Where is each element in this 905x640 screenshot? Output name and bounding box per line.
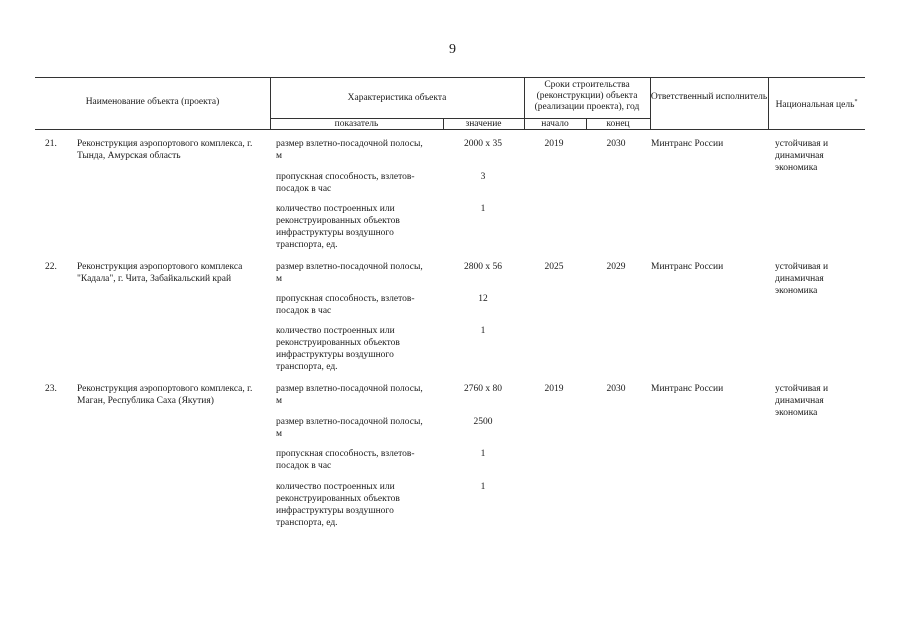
- indicator-value: 1: [480, 326, 486, 336]
- indicator-label: количество построенных или реконструированных объектов инфраструктуры воздушного транспорта, ед.: [276, 204, 400, 250]
- header-end: конец: [606, 119, 630, 129]
- executor: Минтранс России: [651, 139, 724, 149]
- row-number: 21.: [45, 139, 57, 149]
- indicator-label: пропускная способность, взлетов-посадок в час: [276, 449, 415, 471]
- start-year: 2025: [544, 262, 564, 272]
- header-goal: Национальная цель*: [775, 99, 858, 111]
- executor: Минтранс России: [651, 384, 724, 394]
- row-number: 22.: [45, 262, 57, 272]
- header-terms: Сроки строительства (реконструкции) объекта (реализации проекта), год: [534, 80, 640, 112]
- header-executor: Ответственный исполнитель: [650, 92, 768, 102]
- start-year: 2019: [544, 139, 564, 149]
- executor: Минтранс России: [651, 262, 724, 272]
- indicator-value: 2500: [473, 417, 493, 427]
- indicator-value: 2800 x 56: [464, 262, 502, 272]
- indicator-label: количество построенных или реконструированных объектов инфраструктуры воздушного транспорта, ед.: [276, 326, 400, 372]
- object-name: Реконструкция аэропортового комплекса "Кадала", г. Чита, Забайкальский край: [77, 262, 243, 284]
- header-indicator: показатель: [334, 119, 379, 129]
- indicator-label: количество построенных или реконструированных объектов инфраструктуры воздушного транспорта, ед.: [276, 482, 400, 528]
- start-year: 2019: [544, 384, 564, 394]
- page-number: 9: [449, 42, 456, 57]
- end-year: 2029: [606, 262, 626, 272]
- indicator-value: 1: [480, 449, 486, 459]
- national-goal: устойчивая и динамичная экономика: [775, 384, 829, 418]
- object-name: Реконструкция аэропортового комплекса, г. Тында, Амурская область: [77, 139, 253, 161]
- end-year: 2030: [606, 384, 626, 394]
- indicator-value: 3: [480, 172, 486, 182]
- header-value: значение: [465, 119, 502, 129]
- header-name: Наименование объекта (проекта): [85, 97, 220, 107]
- indicator-value: 1: [480, 204, 486, 214]
- national-goal: устойчивая и динамичная экономика: [775, 139, 829, 173]
- footnote-mark: *: [854, 99, 858, 105]
- national-goal: устойчивая и динамичная экономика: [775, 262, 829, 296]
- indicator-value: 2760 x 80: [464, 384, 502, 394]
- indicator-value: 12: [478, 294, 488, 304]
- indicator-label: пропускная способность, взлетов-посадок в час: [276, 172, 415, 194]
- indicator-label: размер взлетно-посадочной полосы, м: [276, 384, 423, 406]
- indicator-label: размер взлетно-посадочной полосы, м: [276, 139, 423, 161]
- row-number: 23.: [45, 384, 57, 394]
- indicator-label: размер взлетно-посадочной полосы, м: [276, 262, 423, 284]
- indicator-value: 1: [480, 482, 486, 492]
- indicator-label: размер взлетно-посадочной полосы, м: [276, 417, 423, 439]
- header-characteristic: Характеристика объекта: [347, 93, 447, 103]
- end-year: 2030: [606, 139, 626, 149]
- indicator-value: 2000 x 35: [464, 139, 502, 149]
- indicator-label: пропускная способность, взлетов-посадок в час: [276, 294, 415, 316]
- col-divider: [650, 77, 651, 129]
- header-top-rule: [35, 77, 865, 78]
- object-name: Реконструкция аэропортового комплекса, г. Маган, Республика Саха (Якутия): [77, 384, 253, 406]
- header-start: начало: [541, 119, 569, 129]
